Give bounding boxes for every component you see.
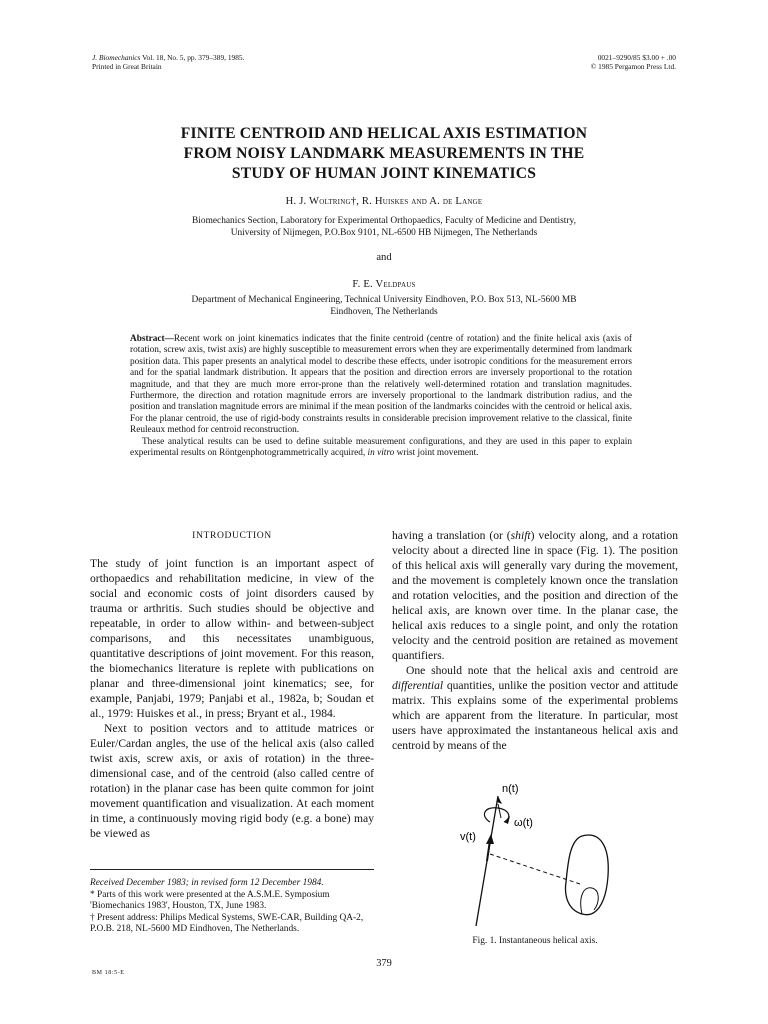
received-note: Received December 1983; in revised form 12 December 1984. — [90, 878, 324, 888]
body-paragraph: One should note that the helical axis and centroid are differential quantities, unlike the position vector and attitude matrix. This explains some of the experimental problems which are apparent from the literature. In particular, most users have approximated the instantaneous helical axis and centroid by means of the — [392, 664, 678, 752]
journal-citation: Vol. 18, No. 5, pp. 379–389, 1985. — [142, 53, 245, 62]
figure-caption: Fig. 1. Instantaneous helical axis. — [472, 936, 598, 946]
printed-location: Printed in Great Britain — [92, 62, 162, 71]
journal-header — [92, 53, 244, 71]
affiliation-secondary: Department of Mechanical Engineering, Technical University Eindhoven, P.O. Box 513, NL-5600 MB Eindhoven, The Netherlands — [191, 295, 577, 317]
footnote-rule — [90, 869, 374, 870]
abstract — [130, 334, 632, 459]
helical-axis-figure — [440, 776, 620, 936]
footnotes — [90, 878, 374, 936]
arrow-head-icon — [486, 834, 494, 844]
body-column-left — [90, 556, 374, 841]
arrow-head-icon — [504, 816, 510, 824]
price-code: 0021–9290/85 $3.00 + .00 — [597, 53, 676, 62]
journal-name: J. Biomechanics — [92, 53, 141, 62]
footer-code: BM 18:5-E — [92, 970, 125, 976]
body-column-right — [392, 528, 678, 753]
direction-arrow — [498, 804, 501, 818]
abstract-label: Abstract— — [130, 334, 174, 344]
affiliation-primary: Biomechanics Section, Laboratory for Experimental Orthopaedics, Faculty of Medicine and Dentistry, University of Nijmegen, P.O.Box 9101, NL-6500 HB Nijmegen, The Netherlands — [192, 216, 576, 238]
rotation-arc-icon — [484, 808, 508, 822]
author-conjunction: and — [376, 252, 392, 263]
footnote: * Parts of this work were presented at the A.S.M.E. Symposium 'Biomechanics 1983', Houston, TX, June 1983. — [90, 889, 330, 912]
author-list: H. J. Woltring†, R. Huiskes and A. de Lange — [285, 196, 483, 207]
body-paragraph: The study of joint function is an important aspect of orthopaedics and rehabilitation medicine, in view of the social and economic costs of joint disorders caused by trauma or arthritis. Such studies should be objective and repeatable, in order to allow within- and between-subject comparisons, and this necessitates unambiguous, quantitative descriptions of joint movement. For this reason, the biomechanics literature is replete with publications on planar and three-dimensional joint kinematics; see, for example, Panjabi, 1979; Panjabi et al., 1982a, b; Soudan et al., 1979: Huiskes et al., in press; Bryant et al., 1984. — [90, 557, 374, 720]
footnote: † Present address: Philips Medical Systems, SWE-CAR, Building QA-2, P.O.B. 218, NL-5600 MD Eindhoven, The Netherlands. — [90, 912, 364, 935]
copyright: © 1985 Pergamon Press Ltd. — [590, 62, 676, 71]
figure-label-v: v(t) — [460, 831, 476, 843]
body-paragraph: having a translation (or (shift) velocity along, and a rotation velocity about a directed line in space (Fig. 1). The position of this helical axis will generally vary during the movement, and the movement is completely known once the translation and rotation velocities, and the position and direction of the helical axis, are known over time. In the planar case, the helical axis reduces to a single point, and only the rotation velocity and the centroid position are retained as movement quantifiers. — [392, 529, 679, 662]
abstract-paragraph-1: Abstract—Recent work on joint kinematics indicates that the finite centroid (centre of rotation) and the finite helical axis (axis of rotation, screw axis, twist axis) are highly susceptible to measurement errors when they are experimentally determined from landmark position data. This paper presents an analytical model to describe these effects, under isotropic conditions for the measurement errors and for the spatial landmark distribution. It appears that the position and direction errors are inversely proportional to the rotation magnitude, and that they are much more error-prone than the relatively well-determined rotation and translation magnitudes. Furthermore, the direction and rotation magnitude errors are inversely proportional to the landmark distribution radius, and the position and translation magnitude errors are minimal if the mean position of the landmarks coincides with the centroid or helical axis. For the planar centroid, the use of rigid-body constraints results in considerable precision improvement relative to the classical, finite Reuleaux method for centroid reconstruction. — [130, 334, 632, 436]
section-heading-introduction: INTRODUCTION — [192, 530, 272, 541]
publisher-header — [591, 53, 676, 71]
page-number: 379 — [376, 958, 392, 969]
paper-title: FINITE CENTROID AND HELICAL AXIS ESTIMATION FROM NOISY LANDMARK MEASUREMENTS IN THE STUDY OF HUMAN JOINT KINEMATICS — [180, 125, 588, 182]
author-secondary: F. E. Veldpaus — [352, 279, 416, 290]
rigid-body-shape — [566, 835, 609, 915]
rigid-body-contour — [581, 888, 599, 914]
figure-label-n: n(t) — [502, 783, 519, 795]
body-paragraph: Next to position vectors and to attitude matrices or Euler/Cardan angles, the use of the helical axis (also called twist axis, screw axis, or axis of rotation) in the three-dimensional case, and of the centroid (also called centre of rotation) in the planar case has been quite common for joint movement quantification and visualization. At each moment in time, a continuously moving rigid body (e.g. a bone) may be viewed as — [90, 722, 374, 840]
abstract-paragraph-2: These analytical results can be used to define suitable measurement configurations, and they are used in this paper to explain experimental results on Röntgenphotogrammetrically acquired, in vitro wrist joint movement. — [130, 436, 632, 459]
figure-label-omega: ω(t) — [514, 817, 533, 829]
